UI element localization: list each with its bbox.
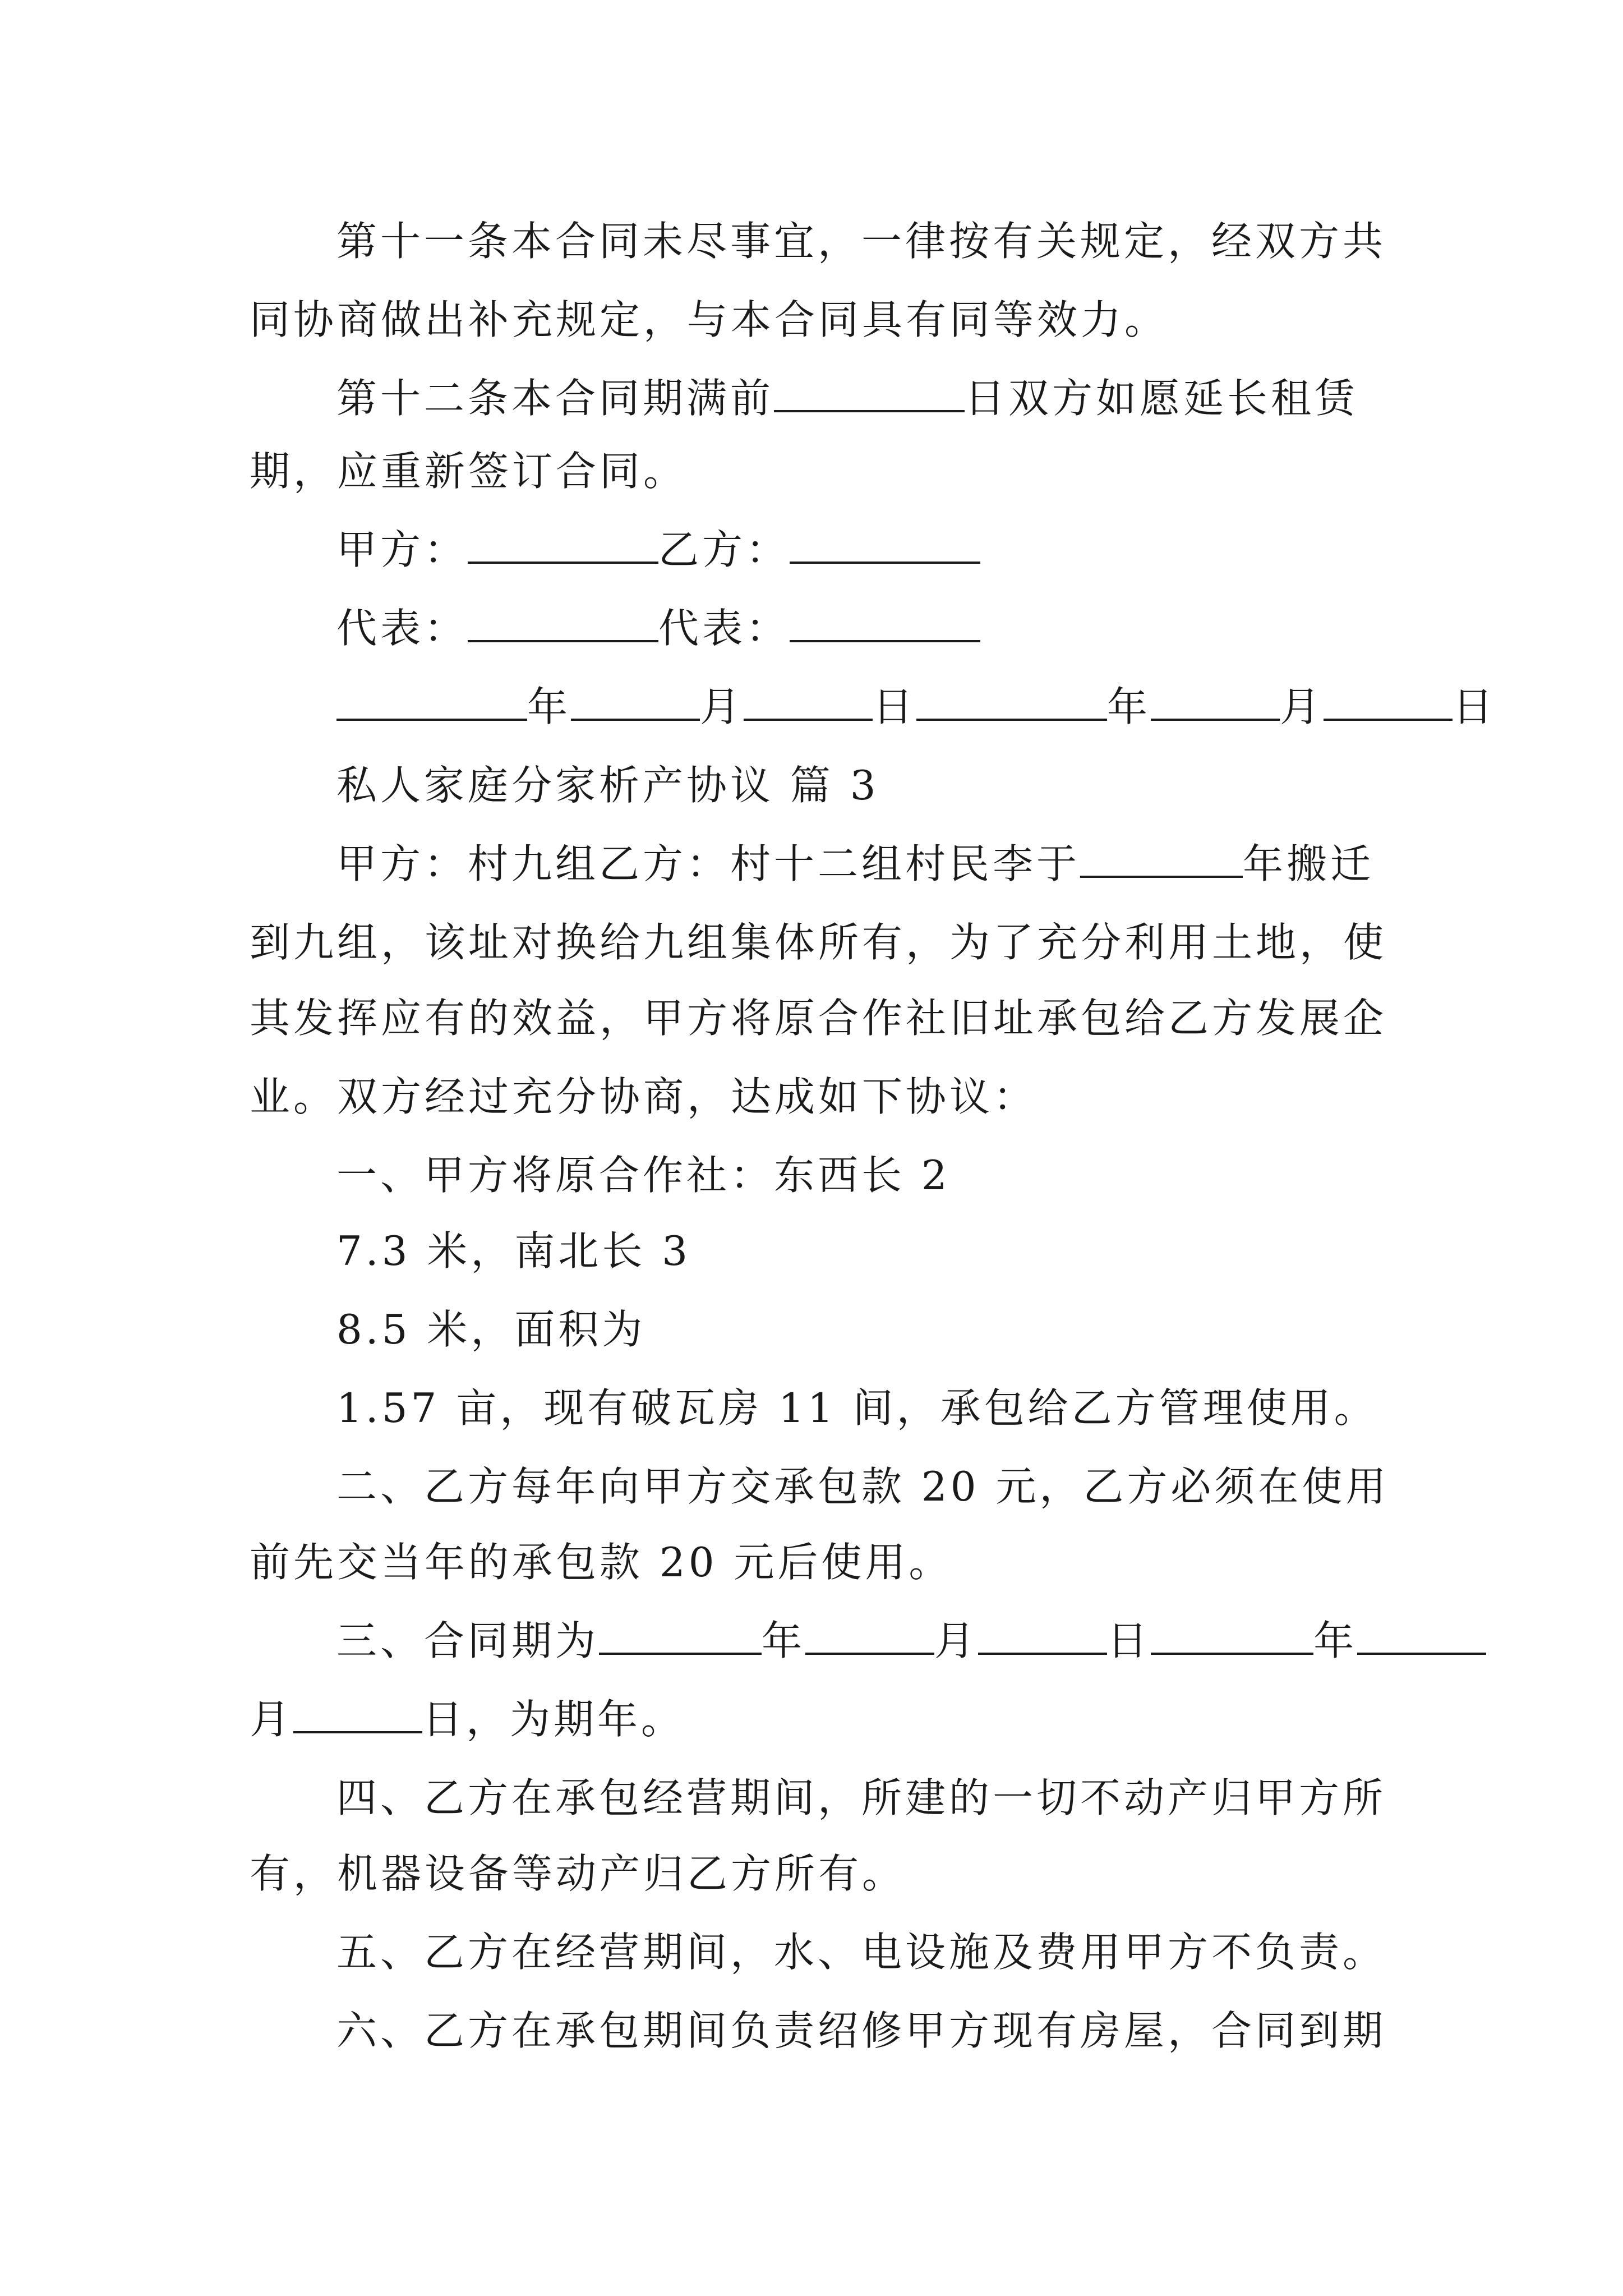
party-a-label: 甲方： <box>336 526 468 573</box>
party-b-label: 乙方： <box>658 526 790 573</box>
month-blank <box>1151 683 1280 721</box>
article-12-line-1 <box>336 370 1358 426</box>
signature-date-line <box>336 679 1496 735</box>
text: 第十一条本合同未尽事宜，一律按有关规定，经双方共 <box>336 218 1387 265</box>
representative-signature-line <box>336 600 980 656</box>
article-11-line-1 <box>336 213 1386 269</box>
text: 月 <box>934 1617 979 1664</box>
item-1-line-3 <box>336 1301 645 1358</box>
item-4-line-1 <box>336 1770 1386 1826</box>
month-blank <box>805 1617 934 1655</box>
text: 7.3 米，南北长 3 <box>336 1227 691 1274</box>
text: 1.57 亩，现有破瓦房 11 间，承包给乙方管理使用。 <box>336 1384 1378 1432</box>
party-signature-line <box>336 522 980 578</box>
intro-line-1 <box>336 836 1374 892</box>
section-title <box>336 757 879 813</box>
day-blank <box>293 1695 422 1733</box>
text: 六、乙方在承包期间负责绍修甲方现有房屋，合同到期 <box>336 2007 1387 2054</box>
article-12-line-2 <box>250 443 687 499</box>
rep-a-label: 代表： <box>336 605 468 652</box>
text: 私人家庭分家析产协议 篇 3 <box>336 762 879 809</box>
item-1-line-1 <box>336 1147 951 1203</box>
text: 第十二条本合同期满前 <box>336 375 774 422</box>
item-6-line <box>336 2003 1386 2059</box>
year-blank <box>599 1617 762 1655</box>
text: 期，应重新签订合同。 <box>250 448 688 495</box>
text: 年搬迁 <box>1243 840 1375 887</box>
intro-line-2 <box>250 914 1387 970</box>
text: 月 <box>250 1696 294 1743</box>
item-3-line-1 <box>336 1613 1486 1669</box>
text: 前先交当年的承包款 20 元后使用。 <box>250 1539 953 1586</box>
day-blank <box>744 683 873 721</box>
item-3-line-2 <box>250 1691 685 1747</box>
item-1-line-2 <box>336 1223 691 1279</box>
text: 日 <box>873 683 917 730</box>
article-11-line-2 <box>250 292 1168 348</box>
text: 日双方如愿延长租赁 <box>965 375 1359 422</box>
party-b-blank <box>790 526 980 564</box>
year-blank <box>916 683 1107 721</box>
text: 三、合同期为 <box>336 1617 600 1664</box>
blank-field <box>774 374 965 412</box>
year-blank <box>1080 840 1243 878</box>
text: 年 <box>1107 683 1151 730</box>
item-1-line-4 <box>336 1380 1378 1436</box>
text: 同协商做出补充规定，与本合同具有同等效力。 <box>250 296 1169 343</box>
text: 业。双方经过充分协商，达成如下协议： <box>250 1073 1038 1120</box>
intro-line-3 <box>250 990 1387 1046</box>
text: 有，机器设备等动产归乙方所有。 <box>250 1850 906 1897</box>
rep-a-blank <box>468 604 658 642</box>
text: 日 <box>1107 1617 1151 1664</box>
text: 一、甲方将原合作社：东西长 2 <box>336 1152 951 1199</box>
rep-b-blank <box>790 604 980 642</box>
item-2-line-1 <box>336 1458 1389 1515</box>
text: 五、乙方在经营期间，水、电设施及费用甲方不负责。 <box>336 1929 1387 1976</box>
text: 年 <box>527 683 571 730</box>
text: 到九组，该址对换给九组集体所有，为了充分利用土地，使 <box>250 919 1387 966</box>
month-blank <box>571 683 700 721</box>
text: 月 <box>1280 683 1324 730</box>
text: 8.5 米，面积为 <box>336 1306 646 1353</box>
text: 月 <box>700 683 744 730</box>
text: 二、乙方每年向甲方交承包款 20 元，乙方必须在使用 <box>336 1463 1390 1510</box>
text: 甲方：村九组乙方：村十二组村民李于 <box>336 840 1081 887</box>
rep-b-label: 代表： <box>658 605 790 652</box>
text: 年 <box>762 1617 806 1664</box>
day-blank <box>978 1617 1107 1655</box>
text: 其发挥应有的效益，甲方将原合作社旧址承包给乙方发展企 <box>250 995 1387 1042</box>
item-2-line-2 <box>250 1534 952 1590</box>
year-blank <box>336 683 527 721</box>
item-4-line-2 <box>250 1846 906 1902</box>
intro-line-4 <box>250 1069 1037 1125</box>
item-5-line <box>336 1924 1386 1980</box>
year-blank <box>1151 1617 1313 1655</box>
party-a-blank <box>468 526 658 564</box>
text: 年 <box>1313 1617 1358 1664</box>
day-blank <box>1324 683 1453 721</box>
text: 四、乙方在承包经营期间，所建的一切不动产归甲方所 <box>336 1774 1387 1821</box>
text: 日，为期年。 <box>422 1696 685 1743</box>
month-blank <box>1357 1617 1486 1655</box>
text: 日 <box>1453 683 1497 730</box>
